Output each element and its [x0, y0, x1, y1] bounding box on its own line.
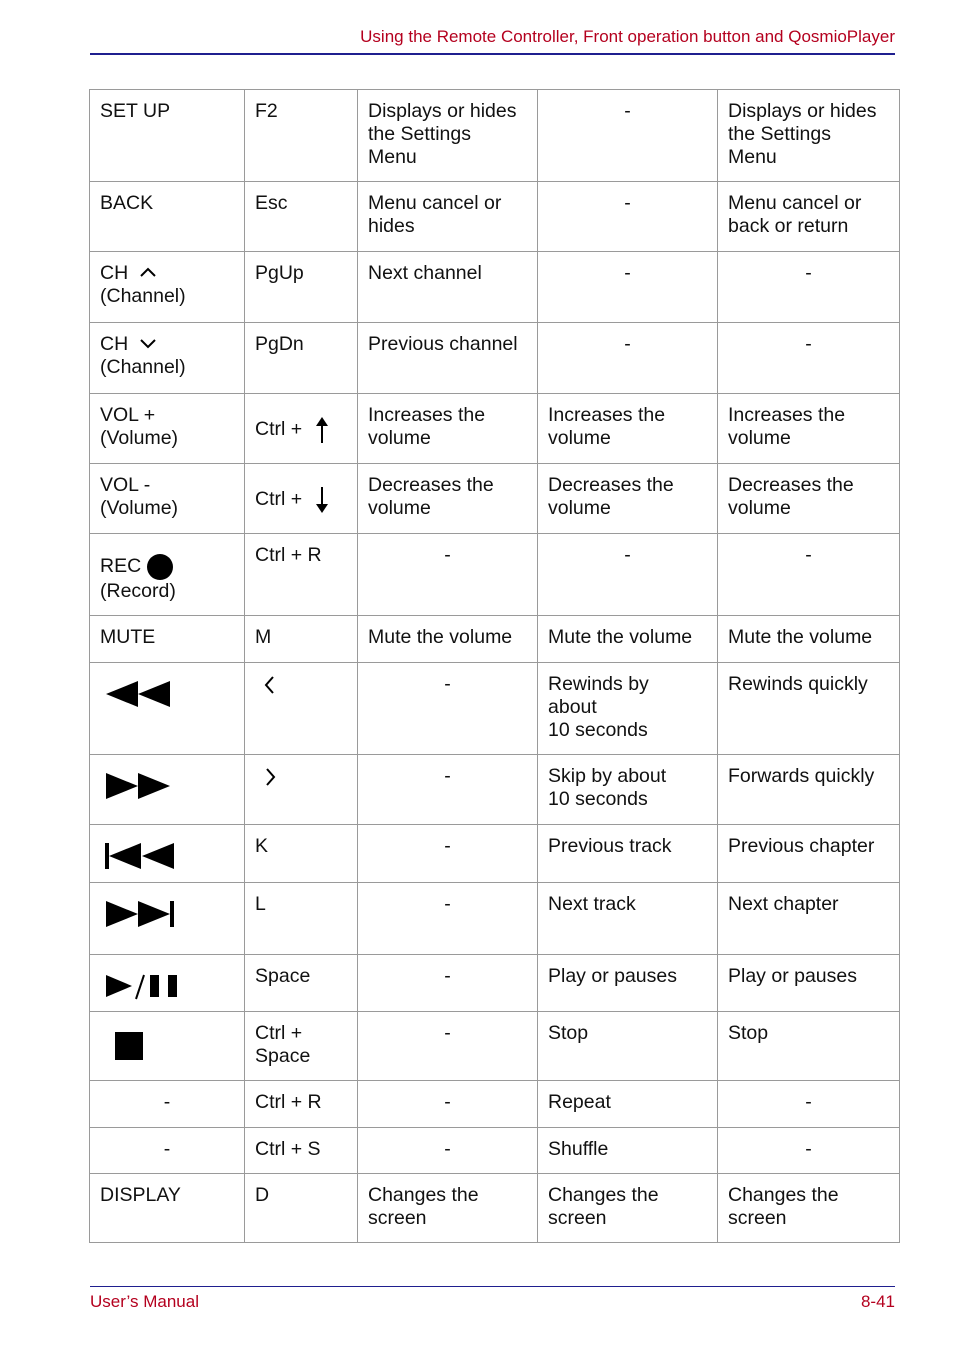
table-row: [90, 825, 900, 883]
button-cell: [90, 323, 245, 394]
table-row: [90, 534, 900, 616]
function-cell: -: [718, 252, 900, 323]
function-cell: Skip by about 10 seconds: [538, 755, 718, 825]
function-cell: Rewinds quickly: [718, 663, 900, 755]
button-label: REC: [100, 555, 142, 578]
table-row: [90, 182, 900, 252]
button-label: CH: [100, 333, 129, 355]
function-cell: -: [538, 252, 718, 323]
function-cell: Mute the volume: [358, 616, 538, 663]
button-sublabel: (Record): [100, 580, 176, 602]
function-cell: Displays or hides the Settings Menu: [358, 90, 538, 182]
footer-divider: [90, 1286, 895, 1287]
key-cell: [245, 755, 358, 825]
button-cell: -: [90, 1128, 245, 1174]
table-row: [90, 1081, 900, 1128]
function-cell: Mute the volume: [718, 616, 900, 663]
function-cell: Displays or hides the Settings Menu: [718, 90, 900, 182]
function-cell: Previous channel: [358, 323, 538, 394]
function-cell: -: [358, 534, 538, 616]
button-cell: [90, 755, 245, 825]
function-cell: -: [358, 955, 538, 1012]
function-cell: -: [358, 825, 538, 883]
function-cell: Next chapter: [718, 883, 900, 955]
button-cell: BACK: [90, 182, 245, 252]
button-cell: -: [90, 1081, 245, 1128]
function-cell: Decreases the volume: [538, 464, 718, 534]
function-cell: Stop: [718, 1012, 900, 1081]
page-header-title: Using the Remote Controller, Front operation button and QosmioPlayer: [360, 27, 895, 46]
table-row: [90, 464, 900, 534]
function-cell: Rewinds by about 10 seconds: [538, 663, 718, 755]
function-cell: Previous track: [538, 825, 718, 883]
key-cell: PgUp: [245, 252, 358, 323]
key-cell: [245, 464, 358, 534]
function-cell: -: [538, 534, 718, 616]
function-cell: Play or pauses: [718, 955, 900, 1012]
key-cell: Esc: [245, 182, 358, 252]
table-row: [90, 1174, 900, 1243]
function-cell: -: [358, 1128, 538, 1174]
button-cell: [90, 534, 245, 616]
function-cell: Changes the screen: [718, 1174, 900, 1243]
key-label: Ctrl +: [255, 417, 303, 440]
button-cell: DISPLAY: [90, 1174, 245, 1243]
key-cell: Ctrl + Space: [245, 1012, 358, 1081]
function-cell: Increases the volume: [538, 394, 718, 464]
key-cell: M: [245, 616, 358, 663]
function-cell: Next track: [538, 883, 718, 955]
play-pause-icon: [104, 971, 182, 1001]
function-cell: -: [718, 534, 900, 616]
record-dot-icon: [147, 554, 173, 580]
key-cell: K: [245, 825, 358, 883]
function-cell: Menu cancel or back or return: [718, 182, 900, 252]
function-cell: Shuffle: [538, 1128, 718, 1174]
key-cell: PgDn: [245, 323, 358, 394]
function-cell: -: [358, 883, 538, 955]
table-row: [90, 883, 900, 955]
button-cell: [90, 825, 245, 883]
button-cell: [90, 252, 245, 323]
function-cell: Changes the screen: [538, 1174, 718, 1243]
key-cell: Ctrl + R: [245, 534, 358, 616]
button-cell: VOL - (Volume): [90, 464, 245, 534]
function-cell: -: [718, 1081, 900, 1128]
key-cell: Ctrl + R: [245, 1081, 358, 1128]
rewind-icon: [104, 679, 172, 709]
button-cell: [90, 883, 245, 955]
function-cell: Changes the screen: [358, 1174, 538, 1243]
function-cell: Stop: [538, 1012, 718, 1081]
table-row: [90, 1012, 900, 1081]
button-sublabel: (Channel): [100, 356, 186, 378]
function-cell: Previous chapter: [718, 825, 900, 883]
greater-than-key-icon: [263, 767, 277, 787]
function-cell: Increases the volume: [718, 394, 900, 464]
key-label: Ctrl +: [255, 487, 303, 510]
table-row: [90, 252, 900, 323]
skip-previous-icon: [104, 841, 176, 871]
skip-next-icon: [104, 899, 176, 929]
function-cell: -: [538, 90, 718, 182]
function-cell: -: [718, 1128, 900, 1174]
button-cell: MUTE: [90, 616, 245, 663]
function-cell: -: [718, 323, 900, 394]
table-row: [90, 323, 900, 394]
footer-manual-label: User’s Manual: [90, 1292, 199, 1311]
header-divider: [90, 53, 895, 55]
table-row: [90, 90, 900, 182]
chevron-down-icon: [138, 336, 158, 350]
key-cell: Space: [245, 955, 358, 1012]
function-cell: Repeat: [538, 1081, 718, 1128]
table-row: [90, 663, 900, 755]
button-cell: SET UP: [90, 90, 245, 182]
function-cell: Play or pauses: [538, 955, 718, 1012]
page-number: 8-41: [860, 1292, 895, 1311]
chevron-up-icon: [138, 265, 158, 279]
key-cell: [245, 663, 358, 755]
stop-icon: [115, 1032, 143, 1060]
function-cell: Forwards quickly: [718, 755, 900, 825]
arrow-down-icon: [314, 486, 330, 514]
function-cell: Next channel: [358, 252, 538, 323]
less-than-key-icon: [263, 675, 277, 695]
function-cell: -: [358, 663, 538, 755]
button-cell: [90, 1012, 245, 1081]
key-cell: D: [245, 1174, 358, 1243]
remote-key-table: [89, 89, 900, 1243]
button-cell: VOL + (Volume): [90, 394, 245, 464]
function-cell: Decreases the volume: [358, 464, 538, 534]
function-cell: -: [538, 323, 718, 394]
key-cell: [245, 394, 358, 464]
button-label: CH: [100, 262, 129, 284]
table-row: [90, 755, 900, 825]
table-row: [90, 955, 900, 1012]
table-row: [90, 394, 900, 464]
function-cell: Decreases the volume: [718, 464, 900, 534]
function-cell: Menu cancel or hides: [358, 182, 538, 252]
button-cell: [90, 955, 245, 1012]
key-cell: L: [245, 883, 358, 955]
function-cell: Increases the volume: [358, 394, 538, 464]
key-cell: F2: [245, 90, 358, 182]
table-row: [90, 1128, 900, 1174]
button-sublabel: (Channel): [100, 285, 186, 307]
key-cell: Ctrl + S: [245, 1128, 358, 1174]
button-cell: [90, 663, 245, 755]
function-cell: -: [358, 1012, 538, 1081]
function-cell: -: [358, 1081, 538, 1128]
function-cell: -: [538, 182, 718, 252]
arrow-up-icon: [314, 416, 330, 444]
function-cell: -: [358, 755, 538, 825]
table-row: [90, 616, 900, 663]
fast-forward-icon: [104, 771, 172, 801]
function-cell: Mute the volume: [538, 616, 718, 663]
